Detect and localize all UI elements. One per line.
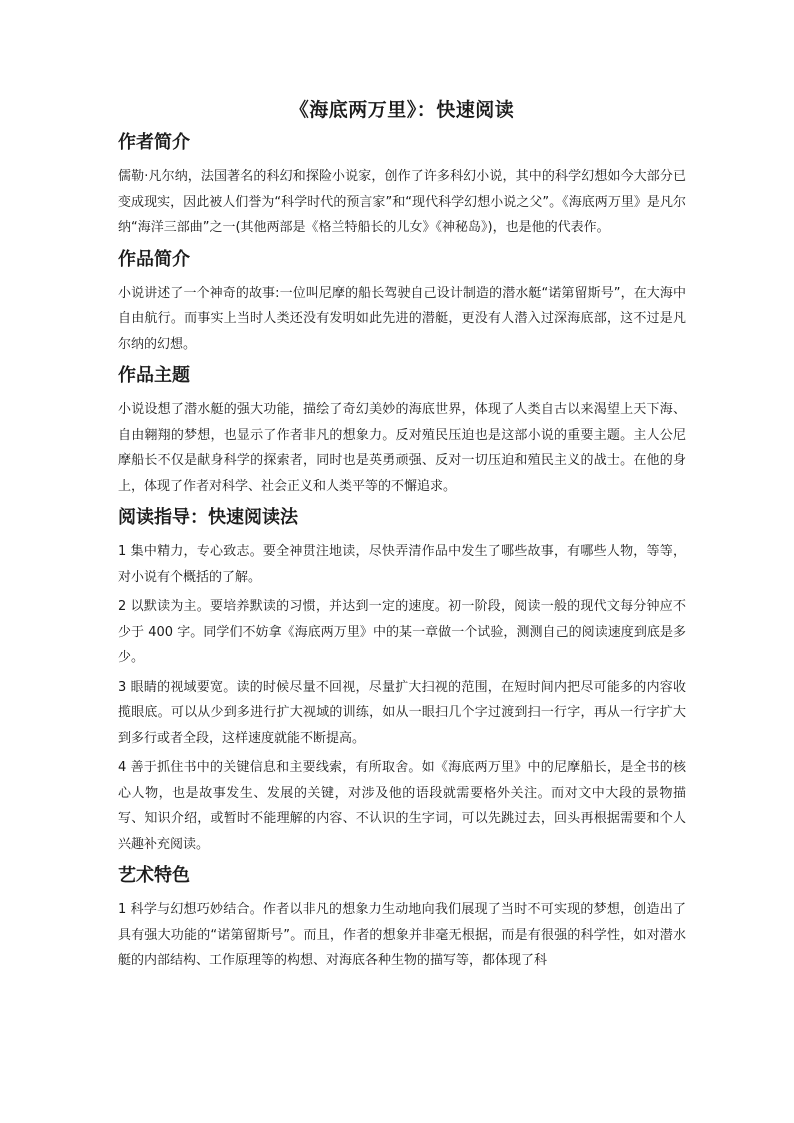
paragraph: 1 科学与幻想巧妙结合。作者以非凡的想象力生动地向我们展现了当时不可实现的梦想，创造出了具有强大功能的“诺第留斯号”。而且，作者的想象并非毫无根据，而是有很强的科学性，如对潜水艇的内部结构、工作原理等的构想、对海底各种生物的描写等，都体现了科 — [118, 902, 686, 968]
document-title: 《海底两万里》：快速阅读 — [289, 99, 515, 121]
section-heading-author: 作者简介 — [118, 132, 190, 153]
section-guide — [118, 505, 686, 857]
section-author — [118, 130, 686, 241]
section-heading-art: 艺术特色 — [118, 865, 190, 886]
paragraph: 1 集中精力，专心致志。要全神贯注地读，尽快弄清作品中发生了哪些故事，有哪些人物，等等，对小说有个概括的了解。 — [118, 544, 686, 585]
paragraph: 小说设想了潜水艇的强大功能，描绘了奇幻美妙的海底世界，体现了人类自古以来渴望上天下海、自由翱翔的梦想，也显示了作者非凡的想象力。反对殖民压迫也是这部小说的重要主题。主人公尼摩船长不仅是献身科学的探索者，同时也是英勇顽强、反对一切压迫和殖民主义的战士。在他的身上，体现了作者对科学、社会正义和人类平等的不懈追求。 — [118, 402, 686, 494]
section-heading-theme: 作品主题 — [118, 365, 190, 386]
section-heading-work: 作品简介 — [118, 248, 190, 270]
paragraph: 3 眼睛的视域要宽。读的时候尽量不回视，尽量扩大扫视的范围，在短时间内把尽可能多的内容收揽眼底。可以从少到多进行扩大视域的训练，如从一眼扫几个字过渡到扫一行字，再从一行字扩大到多行或者全段，这样速度就能不断提高。 — [118, 679, 686, 746]
paragraph: 儒勒·凡尔纳，法国著名的科幻和探险小说家，创作了许多科幻小说，其中的科学幻想如今大部分已变成现实，因此被人们誉为“科学时代的预言家”和“现代科学幻想小说之父”。《海底两万里》是凡尔纳“海洋三部曲”之一(其他两部是《格兰特船长的儿女》《神秘岛》)，也是他的代表作。 — [118, 169, 686, 235]
section-art — [118, 863, 686, 974]
section-theme — [118, 363, 686, 499]
paragraph: 2 以默读为主。要培养默读的习惯，并达到一定的速度。初一阶段，阅读一般的现代文每分钟应不少于 400 字。同学们不妨拿《海底两万里》中的某一章做一个试验，测测自己的阅读速度到底是多少。 — [118, 599, 686, 665]
paragraph: 4 善于抓住书中的关键信息和主要线索，有所取舍。如《海底两万里》中的尼摩船长，是全书的核心人物，也是故事发生、发展的关键，对涉及他的语段就需要格外关注。而对文中大段的景物描写、知识介绍，或暂时不能理解的内容、不认识的生字词，可以先跳过去，回头再根据需要和个人兴趣补充阅读。 — [118, 760, 686, 852]
section-heading-guide: 阅读指导：快速阅读法 — [118, 507, 298, 528]
document-page — [118, 96, 686, 980]
paragraph: 小说讲述了一个神奇的故事:一位叫尼摩的船长驾驶自己设计制造的潜水艇“诺第留斯号”，在大海中自由航行。而事实上当时人类还没有发明如此先进的潜艇，更没有人潜入过深海底部，这不过是凡尔纳的幻想。 — [118, 285, 686, 352]
section-work — [118, 247, 686, 358]
